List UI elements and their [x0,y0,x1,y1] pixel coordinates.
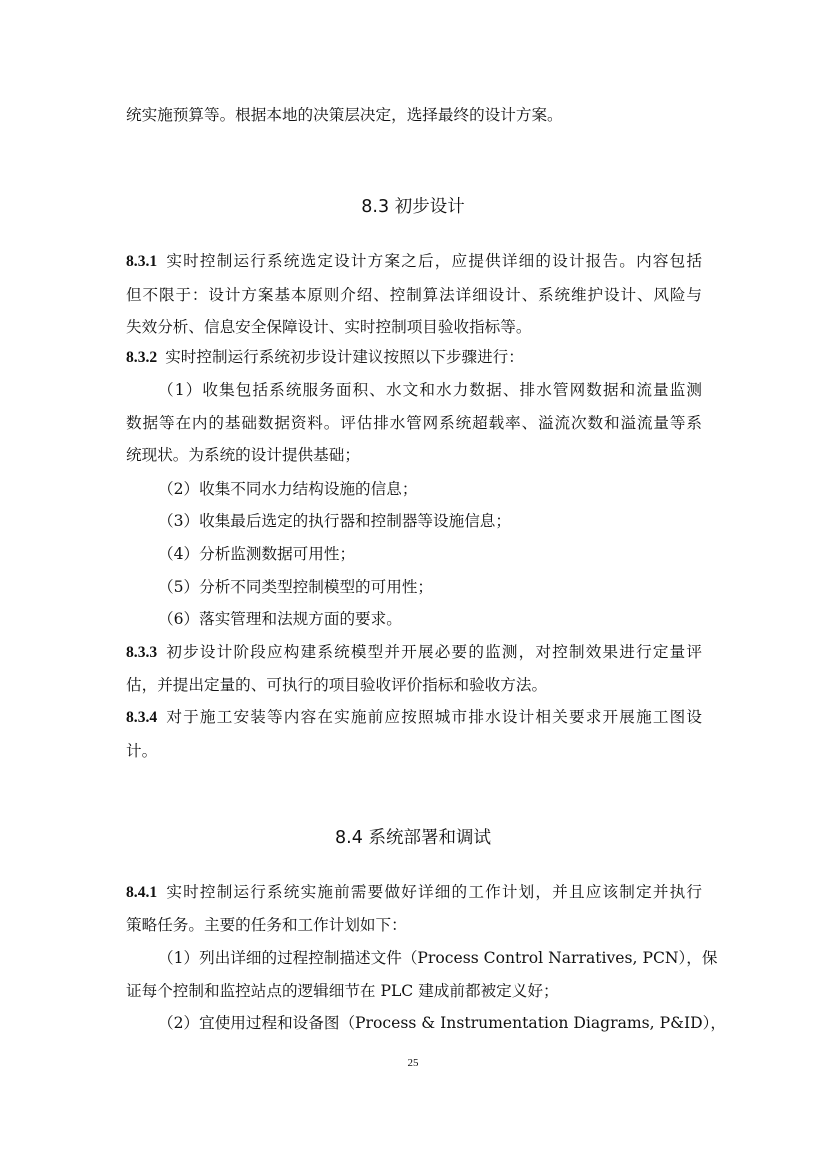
clause-text: 实时控制运行系统实施前需要做好详细的工作计划，并且应该制定并执行 [165,883,702,901]
clause-8-3-3 [126,641,702,664]
intro-paragraph: 统实施预算等。根据本地的决策层决定，选择最终的设计方案。 [126,106,563,124]
paragraph-line: 证每个控制和监控站点的逻辑细节在 PLC 建成前都被定义好； [126,982,559,1000]
page-number: 25 [407,1057,419,1069]
clause-text: 对于施工安装等内容在实施前应按照城市排水设计相关要求开展施工图设 [165,708,702,726]
list-item: （6）落实管理和法规方面的要求。 [158,610,402,628]
paragraph-line: 数据等在内的基础数据资料。评估排水管网系统超载率、溢流次数和溢流量等系 [126,414,702,432]
list-item: （2）宜使用过程和设备图（Process & Instrumentation Diagrams, P&ID）， [158,1014,727,1032]
clause-number: 8.3.4 [126,709,158,726]
list-item: （3）收集最后选定的执行器和控制器等设施信息； [158,512,511,530]
clause-number: 8.3.3 [126,644,158,661]
clause-text: 实时控制运行系统选定设计方案之后，应提供详细的设计报告。内容包括 [165,252,702,270]
clause-text: 实时控制运行系统初步设计建议按照以下步骤进行： [165,348,524,366]
list-item: （1）收集包括系统服务面积、水文和水力数据、排水管网数据和流量监测 [158,381,702,399]
clause-number: 8.4.1 [126,884,158,901]
clause-number: 8.3.2 [126,349,158,366]
clause-8-3-1 [126,250,702,273]
paragraph-line: 估，并提出定量的、可执行的项目验收评价指标和验收方法。 [126,676,548,694]
list-item: （1）列出详细的过程控制描述文件（Process Control Narratives, PCN），保 [158,949,718,967]
paragraph-line: 统现状。为系统的设计提供基础； [126,446,360,464]
clause-8-4-1 [126,881,702,904]
paragraph-line: 计。 [126,742,158,760]
clause-8-3-2 [126,346,702,369]
section-heading-8-4: 8.4 系统部署和调试 [335,828,491,848]
paragraph-line: 策略任务。主要的任务和工作计划如下： [126,916,407,934]
clause-8-3-4 [126,706,702,729]
list-item: （2）收集不同水力结构设施的信息； [158,480,418,498]
section-heading-8-3: 8.3 初步设计 [361,197,465,217]
list-item: （4）分析监测数据可用性； [158,545,356,563]
paragraph-line: 失效分析、信息安全保障设计、实时控制项目验收指标等。 [126,318,532,336]
paragraph-line: 但不限于：设计方案基本原则介绍、控制算法详细设计、系统维护设计、风险与 [126,286,702,304]
clause-number: 8.3.1 [126,253,158,270]
clause-text: 初步设计阶段应构建系统模型并开展必要的监测，对控制效果进行定量评 [165,643,702,661]
list-item: （5）分析不同类型控制模型的可用性； [158,578,434,596]
